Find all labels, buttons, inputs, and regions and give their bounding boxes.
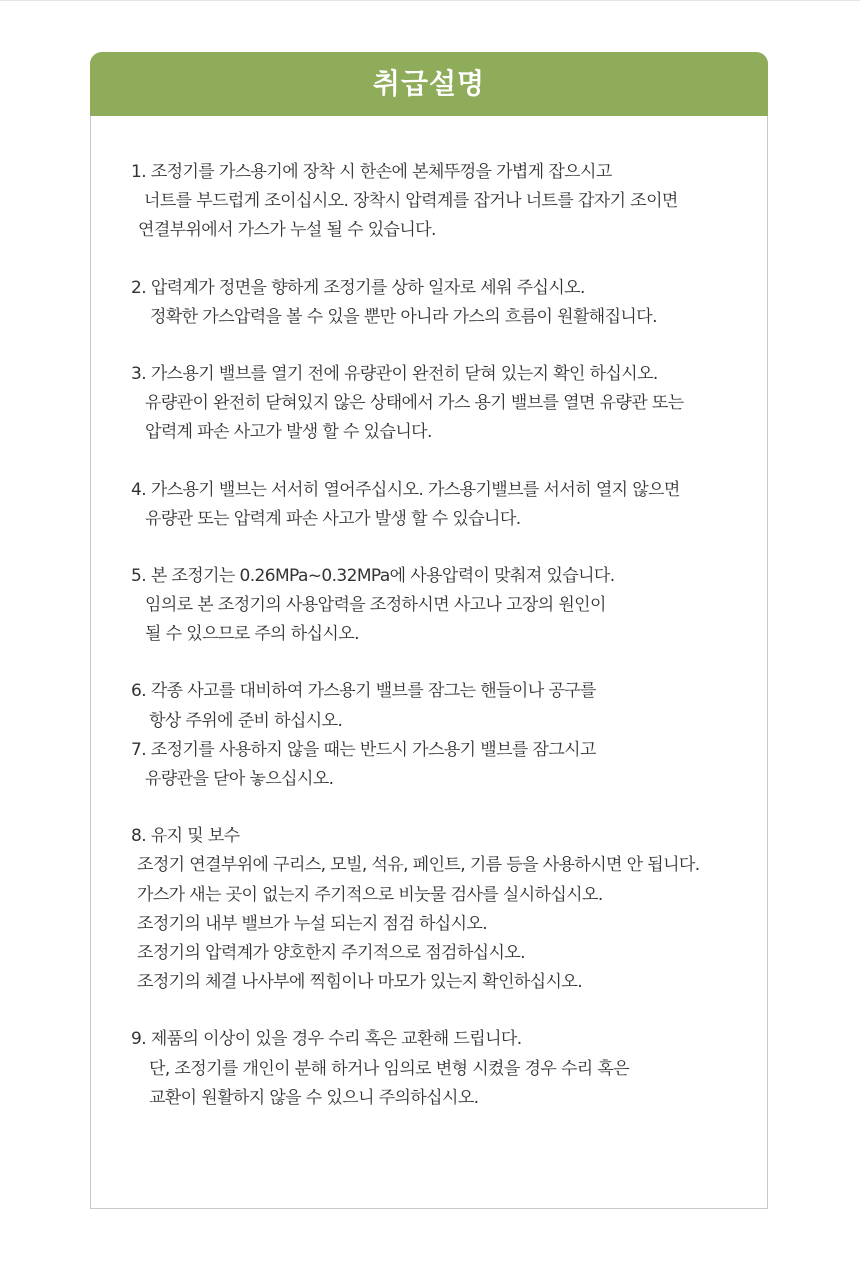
instruction-item-9 xyxy=(131,1025,751,1113)
spacer xyxy=(131,997,751,1025)
instruction-3-line-2: 유량관이 완전히 닫혀있지 않은 상태에서 가스 용기 밸브를 열면 유량관 또는 xyxy=(145,393,684,414)
instruction-2-line-1: 2. 압력계가 정면을 향하게 조정기를 상하 일자로 세워 주십시오. xyxy=(131,277,585,298)
instruction-item-1 xyxy=(131,158,751,246)
spacer xyxy=(131,448,751,476)
instruction-4-line-2: 유량관 또는 압력계 파손 사고가 발생 할 수 있습니다. xyxy=(145,508,521,529)
instruction-7-line-2: 유량관을 닫아 놓으십시오. xyxy=(145,769,334,789)
instruction-6-line-2: 항상 주위에 준비 하십시오. xyxy=(149,710,343,731)
instruction-9-line-3: 교환이 원활하지 않을 수 있으니 주의하십시오. xyxy=(149,1087,479,1108)
instruction-1-line-3: 연결부위에서 가스가 누설 될 수 있습니다. xyxy=(138,220,436,241)
spacer xyxy=(131,534,751,562)
spacer xyxy=(131,246,751,274)
instruction-3-line-1: 3. 가스용기 밸브를 열기 전에 유량관이 완전히 닫혀 있는지 확인 하십시오. xyxy=(131,363,658,384)
instruction-8-line-1: 8. 유지 및 보수 xyxy=(131,826,240,847)
instruction-item-4 xyxy=(131,476,751,534)
instructions-title: 취급설명 xyxy=(90,52,768,116)
instruction-5-line-3: 될 수 있으므로 주의 하십시오. xyxy=(145,624,359,645)
instruction-1-line-1: 1. 조정기를 가스용기에 장착 시 한손에 본체뚜껑을 가볍게 잡으시고 xyxy=(131,162,612,182)
instruction-5-line-1: 5. 본 조정기는 0.26MPa~0.32MPa에 사용압력이 맞춰져 있습니다. xyxy=(131,565,615,586)
instruction-item-5 xyxy=(131,562,751,650)
instruction-8-line-3: 가스가 새는 곳이 없는지 주기적으로 비눗물 검사를 실시하십시오. xyxy=(137,884,603,905)
instruction-item-8 xyxy=(131,822,751,997)
instructions-list xyxy=(131,158,751,1113)
instruction-9-line-2: 단, 조정기를 개인이 분해 하거나 임의로 변형 시켰을 경우 수리 혹은 xyxy=(149,1058,630,1079)
instruction-9-line-1: 9. 제품의 이상이 있을 경우 수리 혹은 교환해 드립니다. xyxy=(131,1029,522,1050)
instruction-item-6 xyxy=(131,677,751,735)
instruction-item-2 xyxy=(131,274,751,332)
instruction-4-line-1: 4. 가스용기 밸브는 서서히 열어주십시오. 가스용기밸브를 서서히 열지 않으면 xyxy=(131,479,680,500)
instruction-item-7 xyxy=(131,736,751,794)
top-divider xyxy=(0,0,860,1)
spacer xyxy=(131,649,751,677)
spacer xyxy=(131,794,751,822)
instruction-3-line-3: 압력계 파손 사고가 발생 할 수 있습니다. xyxy=(145,422,432,443)
instructions-card xyxy=(90,52,768,1209)
instruction-8-line-6: 조정기의 체결 나사부에 찍힘이나 마모가 있는지 확인하십시오. xyxy=(137,972,582,993)
instruction-2-line-2: 정확한 가스압력을 볼 수 있을 뿐만 아니라 가스의 흐름이 원활해집니다. xyxy=(150,306,657,327)
instruction-8-line-5: 조정기의 압력계가 양호한지 주기적으로 점검하십시오. xyxy=(137,942,525,963)
instruction-5-line-2: 임의로 본 조정기의 사용압력을 조정하시면 사고나 고장의 원인이 xyxy=(145,595,606,616)
instruction-1-line-2: 너트를 부드럽게 조이십시오. 장착시 압력계를 잡거나 너트를 갑자기 조이면 xyxy=(144,191,678,212)
instruction-8-line-4: 조정기의 내부 밸브가 누설 되는지 점검 하십시오. xyxy=(137,913,488,934)
spacer xyxy=(131,332,751,360)
instruction-8-line-2: 조정기 연결부위에 구리스, 모빌, 석유, 페인트, 기름 등을 사용하시면 안 됩니다. xyxy=(137,855,700,876)
instruction-7-line-1: 7. 조정기를 사용하지 않을 때는 반드시 가스용기 밸브를 잠그시고 xyxy=(131,739,596,760)
instruction-item-3 xyxy=(131,360,751,448)
instruction-6-line-1: 6. 각종 사고를 대비하여 가스용기 밸브를 잠그는 핸들이나 공구를 xyxy=(131,681,596,702)
